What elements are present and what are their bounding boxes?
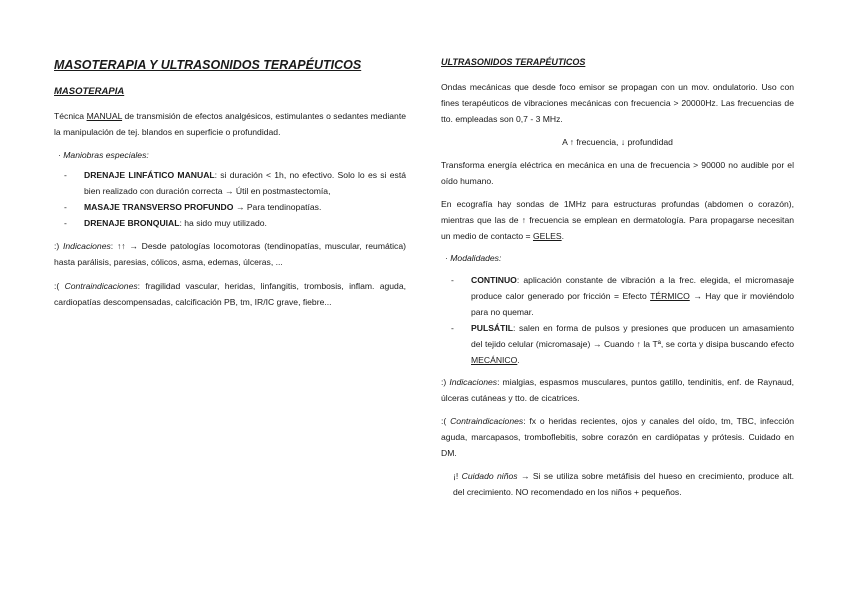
section-heading-masoterapia: MASOTERAPIA (54, 86, 125, 97)
cuidado-ninos-note: ¡! Cuidado niños → Si se utiliza sobre metáfisis del hueso en crecimiento, produce alt. del crecimiento. NO recomendado en los niños + pequeños. (453, 471, 794, 497)
maniobras-list (54, 167, 406, 231)
modalidades-list (441, 272, 794, 368)
ultrasonidos-indicaciones: :) Indicaciones: mialgias, espasmos musculares, puntos gatillo, tendinitis, enf. de Raynaud, úlceras cutáneas y tto. de cicatrices. (441, 377, 794, 403)
modalidades-label: · Modalidades: (445, 253, 502, 263)
ecografia-text: En ecografía hay sondas de 1MHz para estructuras profundas (abdomen o corazón), mientras que las de ↑ frecuencia se emplean en dermatología. Para propagarse necesitan un medio de contacto = GELES. (441, 199, 794, 241)
ultrasonidos-contraindicaciones: :( Contraindicaciones: fx o heridas recientes, ojos y canales del oído, tm, TBC, infección aguda, marcapasos, tromboflebitis, sobre corazón en cardiópatas y prótesis. Cuidado en DM. (441, 416, 795, 458)
list-item: - CONTINUO: aplicación constante de vibración a la frec. elegida, el micromasaje produce calor generado por fricción = Efecto TÉRMICO → Hay que ir moviéndolo para no quemar. (441, 272, 794, 320)
energy-transform-text: Transforma energía eléctrica en mecánica en una de frecuencia > 90000 no audible por el oído humano. (441, 160, 794, 186)
masoterapia-contraindicaciones: :( Contraindicaciones: fragilidad vascular, heridas, linfangitis, trombosis, inflam. aguda, cardiopatías descompensadas, calcificación PB, tm, IR/IC grave, fiebre... (54, 281, 406, 307)
masoterapia-intro: Técnica MANUAL de transmisión de efectos analgésicos, estimulantes o sedantes mediante la manipulación de tej. blandos en superficie o profundidad. (54, 111, 407, 137)
maniobras-label: · Maniobras especiales: (58, 150, 149, 160)
masoterapia-indicaciones: :) Indicaciones: ↑↑ → Desde patologías locomotoras (tendinopatías, muscular, reumática) hasta parálisis, paresias, cólicos, asma, edemas, úlceras, ... (54, 241, 406, 267)
list-item: - DRENAJE BRONQUIAL: ha sido muy utilizado. (54, 215, 406, 231)
list-item: - MASAJE TRANSVERSO PROFUNDO → Para tendinopatías. (54, 199, 406, 215)
list-item: - PULSÁTIL: salen en forma de pulsos y presiones que producen un amasamiento del tejido celular (micromasaje) → Cuando ↑ la Tª, se corta y disipa buscando efecto MECÁNICO. (441, 320, 794, 368)
ultrasonidos-intro: Ondas mecánicas que desde foco emisor se propagan con un mov. ondulatorio. Uso con fines terapéuticos de vibraciones mecánicas con frecuencia > 20000Hz. Las frecuencias de tto. empleadas son 0,7 - 3 MHz. (441, 82, 794, 124)
frequency-depth-rule: A ↑ frecuencia, ↓ profundidad (562, 137, 673, 147)
list-item: - DRENAJE LINFÁTICO MANUAL: si duración < 1h, no efectivo. Solo lo es si está bien realizado con duración correcta → Útil en postmastectomía, (54, 167, 406, 199)
page-title: MASOTERAPIA Y ULTRASONIDOS TERAPÉUTICOS (54, 58, 362, 72)
section-heading-ultrasonidos: ULTRASONIDOS TERAPÉUTICOS (441, 57, 586, 67)
